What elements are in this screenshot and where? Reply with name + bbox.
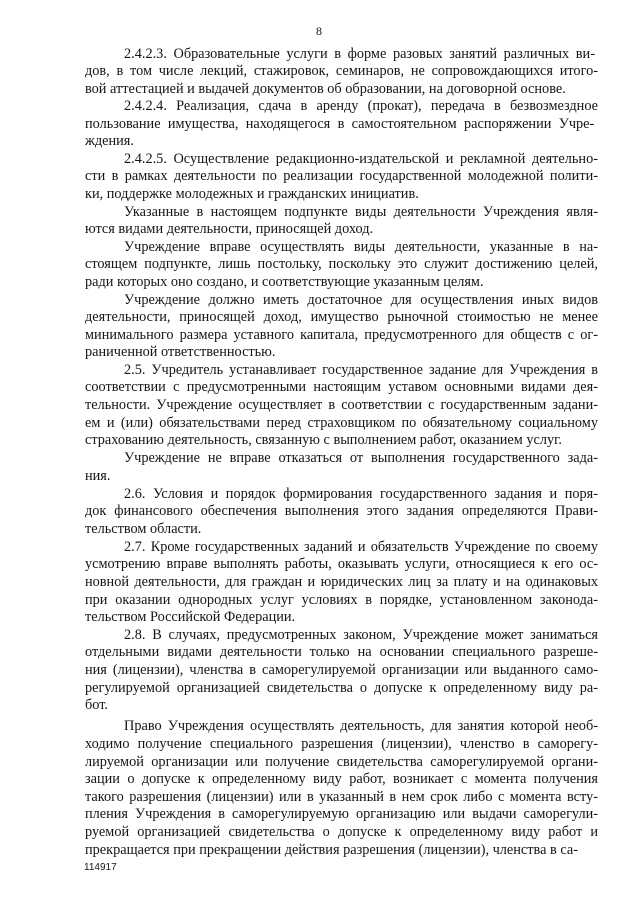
paragraph-line: отдельными видами деятельности только на основании специального разреше- (85, 644, 598, 660)
paragraph-line: регулируемой организацией свидетельства о допуске к определенному виду ра- (85, 680, 598, 696)
paragraph-line: при оказании однородных услуг условиях в порядке, установленном законода- (85, 592, 598, 608)
paragraph-line: ются видами деятельности, приносящей доход. (85, 221, 374, 237)
page-number: 8 (316, 24, 322, 38)
paragraph-first-line: Право Учреждения осуществлять деятельность, для занятия которой необ- (124, 718, 598, 734)
paragraph-line: новной деятельности, для граждан и юридических лиц за плату и на одинаковых (85, 574, 598, 590)
paragraph-line: ки, поддержке молодежных и гражданских инициатив. (85, 186, 419, 202)
paragraph-line: лируемой организации или получение свидетельства саморегулируемой органи- (85, 754, 598, 770)
paragraph-line: руемой организацией свидетельства о допуске к определенному виду работ и (85, 824, 598, 840)
paragraph-line: соответствии с предусмотренными настоящим уставом основными видами дея- (85, 379, 598, 395)
paragraph-line: деятельности, приносящей доход, имущество рыночной стоимостью не менее (85, 309, 598, 325)
paragraph-line: тельством Российской Федерации. (85, 609, 296, 625)
paragraph-line: вой аттестацией и выдачей документов об образовании, на договорной основе. (85, 81, 566, 97)
paragraph-first-line: Учреждение не вправе отказаться от выполнения государственного зада- (124, 450, 598, 466)
footer-code: 114917 (84, 862, 117, 873)
paragraph-line: ходимо получение специального разрешения (лицензии), членство в саморегу- (85, 736, 598, 752)
paragraph-line: дов, в том числе лекций, стажировок, семинаров, не сопровождающихся итого- (85, 63, 598, 79)
paragraph-line: ния (лицензии), членства в саморегулируемой организации или выданного само- (85, 662, 598, 678)
paragraph-first-line: 2.8. В случаях, предусмотренных законом, Учреждение может заниматься (124, 627, 598, 643)
paragraph-line: тельством области. (85, 521, 202, 537)
paragraph-first-line: 2.4.2.4. Реализация, сдача в аренду (прокат), передача в безвозмездное (124, 98, 598, 114)
paragraph-first-line: Учреждение должно иметь достаточное для осуществления иных видов (124, 292, 598, 308)
paragraph-line: прекращается при прекращении действия разрешения (лицензии), членства в са- (85, 842, 578, 858)
paragraph-line: раниченной ответственностью. (85, 344, 276, 360)
paragraph-line: сти в рамках деятельности по реализации государственной молодежной полити- (85, 168, 598, 184)
paragraph-line: ждения. (85, 133, 134, 149)
paragraph-first-line: 2.4.2.3. Образовательные услуги в форме разовых занятий различных ви- (124, 46, 595, 62)
paragraph-line: ради которых оно создано, и соответствующие указанным целям. (85, 274, 484, 290)
paragraph-first-line: 2.5. Учредитель устанавливает государственное задание для Учреждения в (124, 362, 598, 378)
paragraph-line: стоящем подпункте, лишь постольку, поскольку это служит достижению целей, (85, 256, 598, 272)
paragraph-first-line: Учреждение вправе осуществлять виды деятельности, указанные в на- (124, 239, 598, 255)
paragraph-line: тельности. Учреждение осуществляет в соответствии с государственным задани- (85, 397, 598, 413)
paragraph-line: зации о допуске к определенному виду работ, возникает с момента получения (85, 771, 598, 787)
paragraph-line: усмотрению вправе выполнять работы, оказывать услуги, относящиеся к его ос- (85, 556, 598, 572)
paragraph-first-line: 2.7. Кроме государственных заданий и обязательств Учреждение по своему (124, 539, 598, 555)
paragraph-line: такого разрешения (лицензии) или в указанный в нем срок либо с момента всту- (85, 789, 598, 805)
paragraph-line: пользование имущества, находящегося в самостоятельном распоряжении Учре- (85, 116, 595, 132)
paragraph-line: ния. (85, 468, 111, 484)
paragraph-line: пления Учреждения в саморегулируемую организацию или выдачи саморегули- (85, 806, 598, 822)
paragraph-line: док финансового обеспечения выполнения этого задания определяются Прави- (85, 503, 598, 519)
paragraph-first-line: 2.4.2.5. Осуществление редакционно-издательской и рекламной деятельно- (124, 151, 598, 167)
paragraph-line: ем и (или) обязательствами перед страховщиком по обязательному социальному (85, 415, 598, 431)
paragraph-first-line: 2.6. Условия и порядок формирования государственного задания и поря- (124, 486, 598, 502)
paragraph-first-line: Указанные в настоящем подпункте виды деятельности Учреждения явля- (124, 204, 598, 220)
paragraph-line: бот. (85, 697, 108, 713)
paragraph-line: минимального размера уставного капитала, предусмотренного для обществ с ог- (85, 327, 598, 343)
paragraph-line: страхованию деятельность, связанную с выполнением работ, оказанием услуг. (85, 432, 562, 448)
